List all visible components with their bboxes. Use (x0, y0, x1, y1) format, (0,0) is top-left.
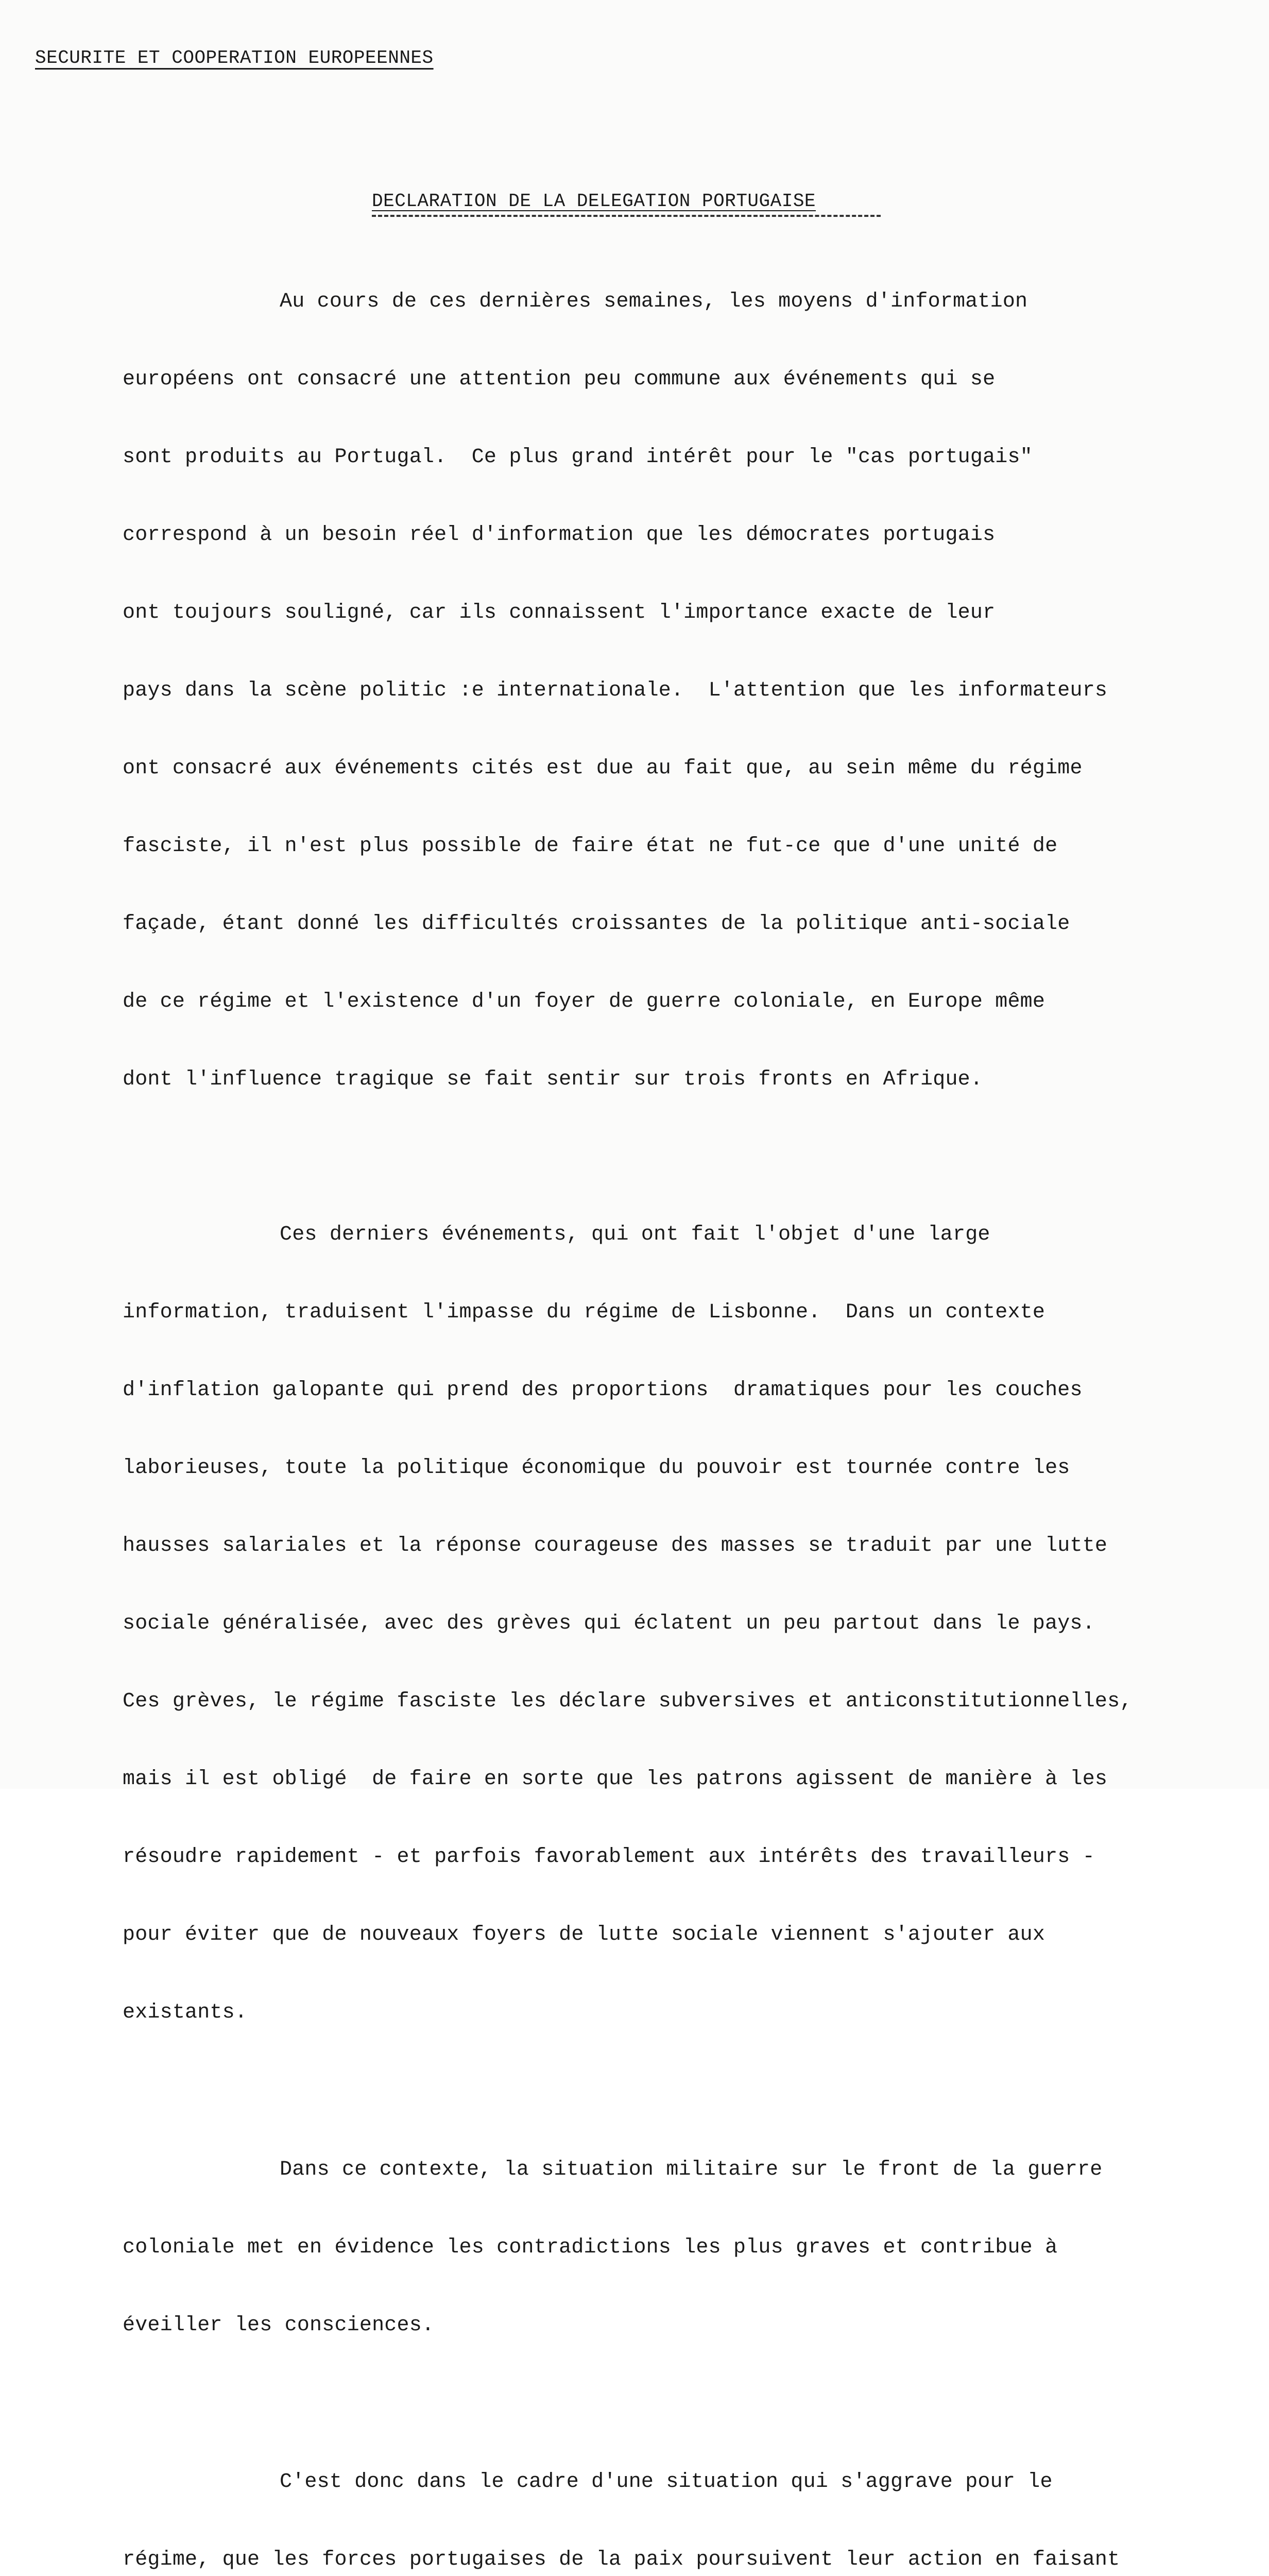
text-line: ont consacré aux événements cités est due au fait que, au sein même du régime (123, 749, 1194, 788)
text-line: façade, étant donné les difficultés croissantes de la politique anti-sociale (123, 905, 1194, 944)
text-line: Ces grèves, le régime fasciste les déclare subversives et anticonstitutionnelles, (123, 1682, 1194, 1721)
text-line: fasciste, il n'est plus possible de faire état ne fut-ce que d'une unité de (123, 827, 1194, 866)
text-line: Dans ce contexte, la situation militaire sur le front de la guerre (123, 2150, 1194, 2190)
text-line: de ce régime et l'existence d'un foyer de guerre coloniale, en Europe même (123, 982, 1194, 1022)
paragraph-2 (123, 1177, 1194, 2072)
paragraph-spacer (123, 2071, 1194, 2111)
text-line: information, traduisent l'impasse du régime de Lisbonne. Dans un contexte (123, 1293, 1194, 1332)
text-line: ont toujours souligné, car ils connaissent l'importance exacte de leur (123, 594, 1194, 633)
paragraph-spacer (123, 1138, 1194, 1177)
paragraph-4 (123, 2424, 1194, 2576)
text-line: laborieuses, toute la politique économique du pouvoir est tournée contre les (123, 1449, 1194, 1488)
paragraph-3 (123, 2111, 1194, 2384)
text-line: C'est donc dans le cadre d'une situation qui s'aggrave pour le (123, 2463, 1194, 2502)
text-line: hausses salariales et la réponse courageuse des masses se traduit par une lutte (123, 1527, 1194, 1566)
document-body (123, 243, 1194, 2576)
paragraph-spacer (123, 2384, 1194, 2424)
text-line: d'inflation galopante qui prend des proportions dramatiques pour les couches (123, 1371, 1194, 1410)
title-block (372, 191, 881, 217)
title-dashed-rule (372, 215, 881, 217)
document-title: DECLARATION DE LA DELEGATION PORTUGAISE (372, 191, 881, 212)
text-line: pays dans la scène politic :e internationale. L'attention que les informateurs (123, 671, 1194, 710)
paragraph-1 (123, 243, 1194, 1138)
text-line: sociale généralisée, avec des grèves qui éclatent un peu partout dans le pays. (123, 1604, 1194, 1643)
text-line: pour éviter que de nouveaux foyers de lutte sociale viennent s'ajouter aux (123, 1916, 1194, 1955)
text-line: éveiller les consciences. (123, 2306, 1194, 2345)
section-header: SECURITE ET COOPERATION EUROPEENNES (35, 47, 434, 69)
text-line: coloniale met en évidence les contradictions les plus graves et contribue à (123, 2228, 1194, 2267)
text-line: correspond à un besoin réel d'information que les démocrates portugais (123, 516, 1194, 555)
text-line: sont produits au Portugal. Ce plus grand intérêt pour le "cas portugais" (123, 438, 1194, 477)
text-line: mais il est obligé de faire en sorte que les patrons agissent de manière à les (123, 1760, 1194, 1799)
text-line: Au cours de ces dernières semaines, les moyens d'information (123, 282, 1194, 321)
text-line: dont l'influence tragique se fait sentir sur trois fronts en Afrique. (123, 1060, 1194, 1099)
text-line: régime, que les forces portugaises de la paix poursuivent leur action en faisant (123, 2540, 1194, 2576)
text-line: existants. (123, 1993, 1194, 2032)
text-line: Ces derniers événements, qui ont fait l'objet d'une large (123, 1215, 1194, 1255)
text-line: résoudre rapidement - et parfois favorablement aux intérêts des travailleurs - (123, 1838, 1194, 1877)
text-line: européens ont consacré une attention peu commune aux événements qui se (123, 360, 1194, 399)
